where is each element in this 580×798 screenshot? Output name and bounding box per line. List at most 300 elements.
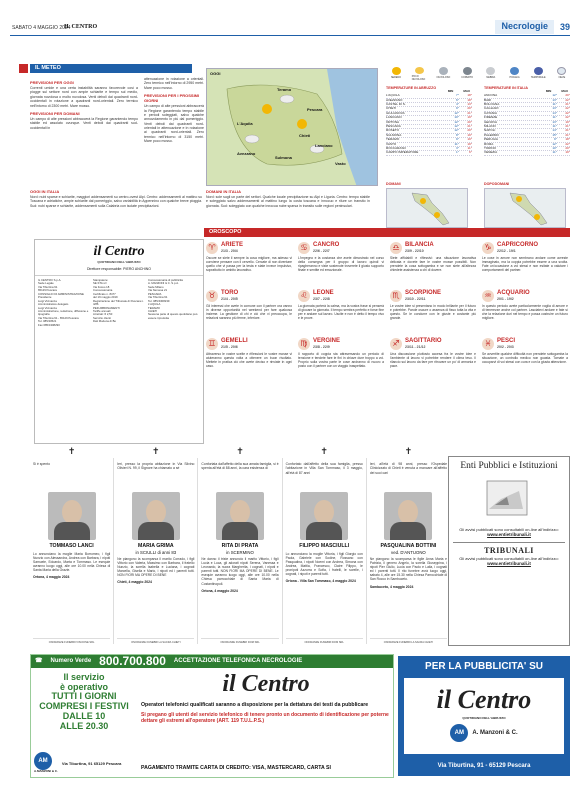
city-name: PESCARA bbox=[386, 123, 401, 128]
horoscope-sign bbox=[298, 337, 384, 385]
weather-legend bbox=[388, 67, 570, 81]
temp-min: 9° bbox=[456, 137, 459, 142]
masthead-line: CHIETI bbox=[148, 308, 158, 313]
temp-rows bbox=[386, 94, 472, 155]
masthead-line: IL CENTRO S.p.A. bbox=[38, 277, 62, 282]
masthead-line: Registrazione del Tribunale di Pescara n. 4/86 bbox=[93, 298, 144, 307]
temp-min: 12° bbox=[454, 119, 459, 124]
city-label: Chieti bbox=[299, 133, 311, 138]
temp-max: 18° bbox=[467, 97, 472, 102]
italy-today-block bbox=[30, 186, 202, 208]
masthead-line: Tel. 085/20521 bbox=[38, 319, 57, 324]
sun-icon bbox=[262, 104, 272, 114]
obituary-intro: Si è spento bbox=[33, 462, 50, 466]
masthead-line: del 19 maggio 2019 bbox=[93, 295, 118, 300]
portrait-photo bbox=[216, 492, 264, 540]
legend-item: PIOGGIA bbox=[507, 67, 523, 81]
sign-text: L'impegno e la costanza che avete dimostrato nel corso della consegna per il gruppo di lavoro quindi vi ripagheranno e viste sostenute troverete il giusto supporto finale e sentite ed emozionale. bbox=[298, 256, 384, 273]
masthead-line: Luigi Vicinanza bbox=[38, 305, 57, 310]
temp-max: 20° bbox=[565, 93, 570, 98]
temp-min: 11° bbox=[552, 123, 557, 128]
temp-row bbox=[386, 151, 472, 155]
temp-table-title: TEMPERATURE IN ABRUZZO bbox=[386, 86, 437, 90]
portrait-face bbox=[230, 500, 250, 524]
masthead-line: SE.STA srl bbox=[93, 281, 107, 286]
service-hours bbox=[33, 673, 135, 731]
sign-dates: 23/8 - 22/9 bbox=[313, 345, 330, 349]
temp-table-cols: MIN MAX bbox=[447, 89, 470, 94]
temp-min: 8° bbox=[456, 132, 459, 137]
obituary-text: Ne danno il triste annuncio il marito Vittorio, i figli Lucia e Luca, gli adorati nipoti Serena, Vanessa e Leonardo, la nuora Margherita, i cognati, i nipoti e parenti tutti. NON FIORI MA OPERE DI BENE. Le esequie avranno luogo oggi, alle ore 10.00 nella Chiesa parrocchiale di Santa Maria di Costantinopoli. bbox=[201, 556, 279, 586]
obituary bbox=[366, 446, 450, 644]
green-number-bar bbox=[31, 655, 393, 668]
temp-table-italia bbox=[484, 86, 570, 156]
masthead-line: A. MANZONI & C. S.p.A. bbox=[148, 281, 179, 286]
cross-icon: ✝ bbox=[236, 446, 244, 456]
city-name: LANCIANO bbox=[386, 115, 402, 120]
weather-icon bbox=[19, 64, 28, 73]
temp-min: 13° bbox=[552, 119, 557, 124]
sign-name: ARIETE bbox=[221, 242, 244, 248]
italy-map-after-tomorrow bbox=[484, 188, 566, 228]
tribunali-url[interactable]: www.entietribunali.it bbox=[487, 561, 531, 567]
city-label: Pescara bbox=[307, 107, 323, 112]
service-line: TUTTI I GIORNI bbox=[51, 691, 117, 702]
city-name: ANCONA bbox=[484, 93, 498, 98]
legend-item: NEBBIA bbox=[483, 67, 499, 81]
horoscope-sign bbox=[206, 337, 292, 385]
masthead-line: Amministratore delegato bbox=[38, 302, 69, 307]
italy-tomorrow-title: DOMANI IN ITALIA bbox=[206, 189, 242, 194]
advertising-logo-box bbox=[404, 678, 564, 754]
obituary-place-date: Sambuceto, 4 maggio 2024 bbox=[369, 584, 414, 589]
temp-max: 11° bbox=[467, 145, 472, 150]
masthead-line: Presidente bbox=[38, 295, 52, 300]
obituary bbox=[282, 446, 366, 644]
legend-item: COPERTO bbox=[459, 67, 475, 81]
portrait-face bbox=[146, 500, 166, 524]
horoscope-sign bbox=[298, 289, 384, 337]
horoscope-grid bbox=[204, 237, 570, 389]
italy-map-tomorrow bbox=[386, 188, 468, 228]
temp-max: 19° bbox=[565, 119, 570, 124]
service-line: è operativo bbox=[59, 681, 108, 692]
obituary-place-date: Ortona - Villa San Tommaso, 4 maggio 2024 bbox=[285, 579, 356, 584]
sign-dates: 22/6 - 22/7 bbox=[313, 249, 330, 253]
zodiac-icon: ♒ bbox=[482, 290, 494, 302]
cloud-icon bbox=[245, 135, 259, 143]
ad-centro bbox=[141, 669, 391, 724]
zodiac-icon: ♌ bbox=[298, 290, 310, 302]
horoscope-section bbox=[204, 228, 570, 440]
masthead-line: Amministrazione, redazione, diffusione e tipografia bbox=[38, 308, 89, 317]
portrait-photo bbox=[384, 492, 432, 540]
portrait-photo bbox=[300, 492, 348, 540]
portrait-face bbox=[62, 500, 82, 524]
temp-min: 9° bbox=[554, 137, 557, 142]
temp-min: 4° bbox=[456, 102, 459, 107]
legend-item: NEVE bbox=[554, 67, 570, 81]
masthead-line: Certificato n. 8477 bbox=[93, 291, 116, 296]
weather-forecast-col-2 bbox=[144, 77, 204, 144]
enti-text: Gli avvisi pubblicati sono consultabili on-line all'indirizzo: bbox=[459, 527, 559, 533]
horoscope-sign bbox=[482, 289, 568, 337]
sign-text: Le cose in amore non sembrano andare come avreste immaginato, ma la coppia potrebbe essere a una svolta. Fate un'occasione a voi stessi e non esitate a valutare i comportamenti del partner. bbox=[482, 256, 568, 273]
portrait-body bbox=[222, 522, 258, 540]
masthead-line: Sede Legale bbox=[38, 281, 54, 286]
temp-min: 9° bbox=[456, 106, 459, 111]
obituary-place-date: Ortona, 4 maggio 2024 bbox=[33, 575, 70, 580]
horoscope-title: OROSCOPO bbox=[204, 228, 570, 237]
city-name: CASTEL DI S. bbox=[386, 102, 406, 107]
temp-max: 18° bbox=[467, 93, 472, 98]
sign-name: ACQUARIO bbox=[497, 290, 530, 296]
portrait-photo bbox=[132, 492, 180, 540]
masthead-line: Nessuna parte di questo quotidiano può essere riprodotta bbox=[148, 312, 198, 320]
zodiac-icon: ♋ bbox=[298, 242, 310, 254]
temp-max: 21° bbox=[565, 102, 570, 107]
funeral-agency: ONORANZE FUNEBRI DOM SRL bbox=[286, 638, 363, 644]
service-line: COMPRESI I FESTIVI bbox=[39, 701, 129, 712]
obituaries-row bbox=[30, 446, 450, 644]
portrait-body bbox=[390, 522, 426, 540]
masthead-line: Via Tiburtina 91 bbox=[148, 295, 168, 300]
masthead-line: Via Nervesa 21 bbox=[148, 288, 168, 293]
horoscope-sign bbox=[206, 241, 292, 289]
header-date: SABATO 4 MAGGIO 2024 bbox=[12, 25, 71, 31]
advertising-subtitle: QUOTIDIANO DELL'ABRUZZO bbox=[462, 715, 506, 720]
sign-dates: 23/9 - 22/10 bbox=[405, 249, 424, 253]
horoscope-sign bbox=[390, 289, 476, 337]
masthead-line: Tel. 085/4308239 bbox=[148, 298, 170, 303]
cloudy-icon bbox=[439, 67, 448, 75]
payment-text: PAGAMENTO TRAMITE CARTA DI CREDITO: VISA, MASTERCARD, CARTA SI bbox=[141, 764, 331, 771]
cross-icon: ✝ bbox=[67, 446, 76, 456]
temp-max: 21° bbox=[565, 123, 570, 128]
temp-min: 12° bbox=[454, 128, 459, 133]
service-line: Il servizio bbox=[63, 672, 105, 682]
city-name: CAMPO IMPERATORE bbox=[386, 150, 419, 155]
sign-name: CANCRO bbox=[313, 242, 340, 248]
temp-max: 22° bbox=[565, 97, 570, 102]
temp-max: 22° bbox=[565, 106, 570, 111]
forecast-next-title: PREVISIONI PER I PROSSIMI GIORNI bbox=[144, 93, 200, 104]
advertising-title: PER LA PUBBLICITA' SU bbox=[425, 661, 543, 672]
weather-title: IL METEO bbox=[30, 64, 192, 73]
temp-min: 1° bbox=[456, 150, 459, 155]
temp-min: 11° bbox=[552, 102, 557, 107]
city-name: TERAMO bbox=[386, 137, 400, 142]
city-name: VENEZIA bbox=[484, 150, 498, 155]
header-rule bbox=[10, 35, 570, 36]
portrait-body bbox=[306, 522, 342, 540]
masthead-line: Fax 085/4308290 bbox=[38, 322, 60, 327]
advertising-ad bbox=[398, 656, 570, 776]
zodiac-icon: ♉ bbox=[206, 290, 218, 302]
temp-max: 22° bbox=[565, 141, 570, 146]
sign-dates: 21/5 - 20/6 bbox=[221, 345, 238, 349]
green-number[interactable]: 800.700.800 bbox=[99, 654, 166, 668]
sign-text: Attraverso le vostre scelte e riflessioni le vostre mosse vi aiuteranno questa volta a ottenere un buon risultato. Mettete in pratica ciò che avete deciso e rinviate in ogni caso. bbox=[206, 352, 292, 369]
temp-min: 11° bbox=[552, 115, 557, 120]
map-label-today: OGGI bbox=[210, 71, 221, 76]
masthead-columns bbox=[35, 276, 203, 331]
map-label-after-tomorrow: DOPODOMANI bbox=[484, 182, 510, 186]
city-name: NAPOLI bbox=[484, 128, 496, 133]
temp-max: 21° bbox=[565, 132, 570, 137]
temp-min: 15° bbox=[552, 132, 557, 137]
zodiac-icon: ♏ bbox=[390, 290, 402, 302]
horoscope-sign bbox=[206, 289, 292, 337]
masthead-line: Via Tiburtina 91 - 65129 Pescara bbox=[38, 315, 79, 320]
temp-min: 12° bbox=[552, 93, 557, 98]
temp-min: 6° bbox=[456, 97, 459, 102]
masthead-line: Arretrati: € 2,50 bbox=[93, 312, 113, 317]
masthead-line: Luigi Vicinanza bbox=[38, 298, 57, 303]
storm-icon bbox=[534, 67, 543, 75]
temp-min: 12° bbox=[454, 110, 459, 115]
obituary-text: Lo annunciano la moglie Vittoria, i figli Giorgio con Paola, Gabriele con Sodine, Rossano con Pasqualina, i nipoti Noemi con Andrea, Simona con Andrea, Mattia, Francesco, Claire Filippo, le pronipoti Azzurra e Sofia, i fratelli, le sorelle, i cognati, i nipoti e parenti tutti. bbox=[285, 551, 363, 577]
portrait-body bbox=[138, 522, 174, 540]
sign-name: PESCI bbox=[497, 338, 516, 344]
city-name: L'AQUILA bbox=[386, 93, 400, 98]
sign-name: VERGINE bbox=[313, 338, 341, 344]
legend-item: POCO NUVOLOSO bbox=[412, 67, 428, 81]
masthead-line: Servizio clienti bbox=[93, 315, 111, 320]
temp-min: 12° bbox=[454, 123, 459, 128]
city-label: Avezzano bbox=[237, 151, 256, 156]
portrait-face bbox=[398, 500, 418, 524]
temp-min: 13° bbox=[552, 97, 557, 102]
sun-icon bbox=[392, 67, 401, 75]
overcast-icon bbox=[463, 67, 472, 75]
city-name: TORINO bbox=[484, 145, 496, 150]
obituary-intro: Ieri, all'età di 98 anni, presso l'Ospedale Clinicizzato di Chieti è venuta a mancare all'affetto dei suoi cari bbox=[369, 462, 448, 475]
masthead-logo: il Centro bbox=[93, 244, 145, 259]
city-name: GIULIANOVA bbox=[386, 110, 405, 115]
italy-tomorrow-text: Nord: sole sugli un parte del settori. Qualche locale precipitazione su Alpi e Liguria. Centro: tempo stabile e soleggiato salvo addensamenti al mattino lungo la costa toscana e innocuo e rilure un transito in giornata. Sud: soleggiato con qualche innocua nube sparsa in transito sulle regioni peninsulari. bbox=[206, 195, 370, 208]
portrait-body bbox=[54, 522, 90, 540]
sign-dates: 20/1 - 19/2 bbox=[497, 297, 514, 301]
partly-cloudy-icon bbox=[415, 67, 424, 74]
temp-max: 19° bbox=[565, 150, 570, 155]
megaphone-icon bbox=[479, 475, 539, 523]
abruzzo-map-svg bbox=[207, 69, 378, 186]
sign-name: LEONE bbox=[313, 290, 334, 296]
horoscope-sign bbox=[390, 337, 476, 385]
temp-max: 19° bbox=[467, 137, 472, 142]
temp-max: 6° bbox=[469, 150, 472, 155]
ad-centro-logo: il Centro bbox=[222, 671, 310, 697]
sign-name: SAGITTARIO bbox=[405, 338, 442, 344]
sign-name: TORO bbox=[221, 290, 239, 296]
city-name: ROCCARASO bbox=[386, 145, 406, 150]
city-name: CHIETI bbox=[386, 106, 397, 111]
forecast-tomorrow-cont: attenuazione in rotazione a orientali. Zero termico nell'intorno di 2950 metri. Mare poco mosso. bbox=[144, 77, 204, 90]
city-name: SULMONA bbox=[386, 132, 402, 137]
zodiac-icon: ♓ bbox=[482, 338, 494, 350]
masthead-director: Direttore responsabile: PIERO ANCHINO bbox=[35, 267, 203, 275]
green-number-label: Numero Verde bbox=[50, 657, 92, 664]
portrait-photo bbox=[48, 492, 96, 540]
cross-icon: ✝ bbox=[152, 446, 160, 456]
sign-name: CAPRICORNO bbox=[497, 242, 539, 248]
masthead-line: Sede Milano bbox=[148, 284, 164, 289]
city-name: ORTONA bbox=[386, 119, 400, 124]
masthead-line: CONSIGLIO DI AMMINISTRAZIONE bbox=[38, 291, 84, 296]
masthead-line: TERAMO bbox=[148, 305, 160, 310]
temp-max: 20° bbox=[467, 128, 472, 133]
masthead-line: PESCARA bbox=[148, 291, 162, 296]
obituary-intro: Confortata dall'affetto della sua amata famiglia, si è spenta all'età di 88 anni, la cara esistenza di bbox=[201, 462, 279, 471]
temp-min: 3° bbox=[456, 145, 459, 150]
forecast-today-title: PREVISIONI PER OGGI bbox=[30, 80, 74, 85]
temp-max: 22° bbox=[565, 115, 570, 120]
sign-name: SCORPIONE bbox=[405, 290, 442, 296]
sign-text: Siete affidabili e riflessivi: una situazione lavorativa delicata e dovete fare le vostre mosse possibili. Non prendete la cosa sottogamba e se non siete all'altezza chiedete assistenza a chi di dovere. bbox=[390, 256, 476, 273]
enti-ad bbox=[448, 456, 570, 646]
obituary-intro: Confortato dall'affetto della sua famiglia, presso l'abitazione in Villa San Tommaso, il 3 maggio, all'età di 87 anni bbox=[285, 462, 363, 475]
temp-min: 12° bbox=[552, 141, 557, 146]
header-logo: IL CENTRO bbox=[64, 24, 98, 30]
temp-max: 20° bbox=[467, 106, 472, 111]
city-name: CAGLIARI bbox=[484, 106, 499, 111]
service-line: DALLE 10 bbox=[62, 710, 106, 721]
am-block: AM A. Manzoni & C. bbox=[404, 724, 564, 742]
temp-max: 20° bbox=[467, 119, 472, 124]
service-line: ALLE 20.30 bbox=[59, 720, 109, 731]
sign-text: Gli interessi che avete in comune con il partner ora vanno in diverse opportunità nel weekend per fare qualcosa insieme. La gestione di chi e ciò che vi preoccupa, le relazioni saranno più ferme, inferiore. bbox=[206, 304, 292, 321]
zodiac-icon: ♑ bbox=[482, 242, 494, 254]
sign-dates: 20/2 - 20/3 bbox=[497, 345, 514, 349]
deceased-name: PASQUALINA BOTTINI bbox=[380, 543, 437, 549]
operators-text: Operatori telefonici qualificati saranno a disposizione per la dettatura dei testi da pubblicare bbox=[141, 702, 369, 708]
temp-max: 21° bbox=[467, 123, 472, 128]
sign-dates: 21/3 - 20/4 bbox=[221, 249, 238, 253]
am-logo-icon: AM bbox=[34, 752, 52, 770]
city-label: Vasto bbox=[335, 161, 346, 166]
city-name: BARI bbox=[484, 97, 492, 102]
obituary bbox=[113, 446, 197, 644]
map-label-tomorrow: DOMANI bbox=[386, 182, 401, 186]
horoscope-sign bbox=[482, 337, 568, 385]
italy-tomorrow-block bbox=[206, 186, 370, 208]
masthead-line: L'AQUILA bbox=[148, 302, 161, 307]
city-name: PALERMO bbox=[484, 132, 499, 137]
city-label: Sulmona bbox=[275, 155, 292, 160]
deceased-name-2: in SCIULLI di anni 83 bbox=[135, 549, 177, 555]
sign-text: Se avvertite qualche difficoltà non prendete sottogamba la situazione, un controllo medico non guasta. Tornate a occuparvi di voi stessi con cura e con la giusta attenzione. bbox=[482, 352, 568, 365]
deceased-name: MARIA GRIMA bbox=[138, 543, 174, 549]
forecast-tomorrow-text: Un campo di alte pressioni abbraccerà la Regione garantendo tempo stabile ed assolato ovunque. Venti deboli dai quadranti sud-occidentali in bbox=[30, 116, 138, 130]
legend-item: SERENO bbox=[388, 67, 404, 81]
temp-min: 14° bbox=[552, 110, 557, 115]
italy-map-svg bbox=[387, 189, 469, 229]
forecast-tomorrow-title: PREVISIONI PER DOMANI bbox=[30, 110, 80, 116]
am-logo-icon: AM bbox=[450, 724, 468, 742]
funeral-agency: ONORANZE FUNEBRI VISCIONE SRL bbox=[33, 638, 110, 644]
tribunali-title: TRIBUNALI bbox=[484, 546, 534, 556]
temp-rows bbox=[484, 94, 570, 155]
sign-text: Le vostre idee si presentano in modo brillante per il futuro e potrebbe. Parole oscure o assenza di fisso tutta la vita e questo. Se le condurre con le giuste e costante più grande. bbox=[390, 304, 476, 321]
temp-min: 14° bbox=[552, 128, 557, 133]
sign-name: GEMELLI bbox=[221, 338, 248, 344]
legend-item: TEMPORALE bbox=[530, 67, 546, 81]
sign-text: La giornata porterà la calma, ma la vostra frase si penserà di giocare la giornata. Il tempo sembra perfetto e forse fine per e andare sul lavoro. Uscite e non è detto il tempo vivo e le prove. bbox=[298, 304, 384, 321]
temp-table-abruzzo bbox=[386, 86, 472, 156]
masthead-box bbox=[34, 239, 204, 444]
horoscope-sign bbox=[482, 241, 568, 289]
deceased-name: RITA DI PRATA bbox=[221, 543, 259, 549]
deceased-name-2: ved. D'ANTUONO bbox=[391, 549, 426, 555]
rain-icon bbox=[510, 67, 519, 75]
funeral-agency: ONORANZE FUNEBRI DOM SRL bbox=[201, 638, 278, 644]
horoscope-sign bbox=[390, 241, 476, 289]
city-name: BOLOGNA bbox=[484, 102, 500, 107]
city-name: VASTO bbox=[386, 141, 397, 146]
masthead-line: Concessionaria di pubblicità bbox=[148, 277, 183, 282]
temp-max: 20° bbox=[565, 145, 570, 150]
sign-dates: 23/7 - 22/8 bbox=[313, 297, 330, 301]
fog-icon bbox=[486, 67, 495, 75]
zodiac-icon: ♈ bbox=[206, 242, 218, 254]
masthead-line: Dati Modena di Bo bbox=[93, 319, 117, 324]
city-label: Teramo bbox=[277, 87, 292, 92]
zodiac-icon: ♐ bbox=[390, 338, 402, 350]
temp-max: 13° bbox=[467, 102, 472, 107]
masthead-line: PER ABBONAMENTI bbox=[93, 305, 120, 310]
city-name: FIRENZE bbox=[484, 115, 498, 120]
abruzzo-weather-map bbox=[206, 68, 378, 186]
phone-service-ad bbox=[30, 654, 394, 778]
sign-text: Oscure se siete il sempre la cosa migliore, ma adesso vi conviene pensare con il cervello. Cercate di non diventare quello che vi passa per la testa e state invece impulsivo, soprattutto in ambito lavorativo. bbox=[206, 256, 292, 273]
tribunali-text: Gli avvisi pubblicati sono consultabili on-line all'indirizzo: bbox=[459, 556, 559, 562]
temp-max: 19° bbox=[467, 132, 472, 137]
zodiac-icon: ♊ bbox=[206, 338, 218, 350]
city-name: CATANIA bbox=[484, 110, 497, 115]
masthead-col-1 bbox=[38, 279, 90, 328]
section-title: Necrologie bbox=[495, 20, 554, 34]
acceptance-label: ACCETTAZIONE TELEFONICA NECROLOGIE bbox=[173, 657, 303, 664]
temp-min: 11° bbox=[552, 150, 557, 155]
forecast-next-text: Un campo di alte pressioni abbraccerà la Regione garantendo tempo stabile e periodi soleggiati, salvo qualche annuvolamento in più dal pomeriggio. Venti deboli dai quadranti nord-orientali in attenuazione e in rotazione ai quadranti nord-orientali. Zero termico nell'intorno di 3150 metri. Mare poco mosso. bbox=[144, 104, 204, 144]
obituary-text: Ne piangono la scomparsa il marito Corrado, i figli Vittorio con Valeria, Massimo con Barbara, il fratello Nunzio, la sorella Isabella e Luciana, i cognati Marcella, Gisella e Mario, i nipoti ed i parenti tutti. NON FIORI MA OPERE DI BENE bbox=[117, 556, 195, 578]
sign-name: BILANCIA bbox=[405, 242, 434, 248]
obituary-place-date: Ortona, 4 maggio 2024 bbox=[201, 588, 238, 593]
zodiac-icon: ♍ bbox=[298, 338, 310, 350]
obituary-place-date: Chieti, 4 maggio 2024 bbox=[117, 580, 152, 585]
masthead-col-2 bbox=[93, 279, 145, 328]
obituary-text: Ne piangono la scomparsa le figlie Anna Maria e Patrizia, il genero Angelo, la sorella Giuseppina, i nipoti Pier Giulio, Lucia con Paolo e Laila, i cognati ed i parenti tutti. Il rito funebre avrà luogo oggi, sabato 4, alle ore 15.30 nella Chiesa Parrocchiale di San Rocco in Sambuceto. bbox=[369, 556, 448, 582]
sign-text: Il rapporto di coppia sta attraversando un periodo di tensione e tendete fare le fini in chiave dure troppo a voi. Proprio sulla vostra parte le cose andranno di nuovo a posto con il partner con un viaggio inaspettato. bbox=[298, 352, 384, 369]
forecast-today-text: Correnti umide e una certa instabilità saranno favorevole così a piogge sul settore nord con ampie schiarite e tempo sul medio, giornata nuvolosa o molto nuvolosa. Venti deboli dai quadranti nord-occidentali in rotazione a quadranti nord-orientali. Zero termico nell'intorno di 2300 metri. Mare mosso. bbox=[30, 86, 138, 108]
advertising-logo: il Centro bbox=[436, 685, 532, 714]
deceased-name: TOMMASO LANCI bbox=[49, 543, 94, 549]
sign-text: In questo periodo avete particolarmente voglia di amore e di tenerezze anche col partner. Lasciatevi andare e fate sì che la relazione duri nel tempo e possa costruire un futuro migliore. bbox=[482, 304, 568, 321]
legend-item: NUVOLOSO bbox=[435, 67, 451, 81]
cloud-icon bbox=[280, 95, 294, 103]
enti-url[interactable]: www.entietribunali.it bbox=[487, 532, 531, 538]
obituary-text: Lo annunciano la moglie Maria Borromeo, i figli Nunzio con Alessandra, Andrea con Barbara, i nipoti Samuele, Edoardo, Marta e Tommaso. Le esequie avranno luogo oggi, alle ore 10.00 nella Chiesa di Santa Maria della Grazie. bbox=[33, 551, 111, 572]
masthead-line: 65129 Pescara bbox=[38, 288, 57, 293]
city-name: AVEZZANO bbox=[386, 97, 403, 102]
temp-min: 10° bbox=[552, 145, 557, 150]
portrait-face bbox=[314, 500, 334, 524]
page-header bbox=[10, 20, 570, 36]
temp-min: 10° bbox=[454, 115, 459, 120]
temp-max: 18° bbox=[565, 137, 570, 142]
temp-max: 21° bbox=[467, 110, 472, 115]
